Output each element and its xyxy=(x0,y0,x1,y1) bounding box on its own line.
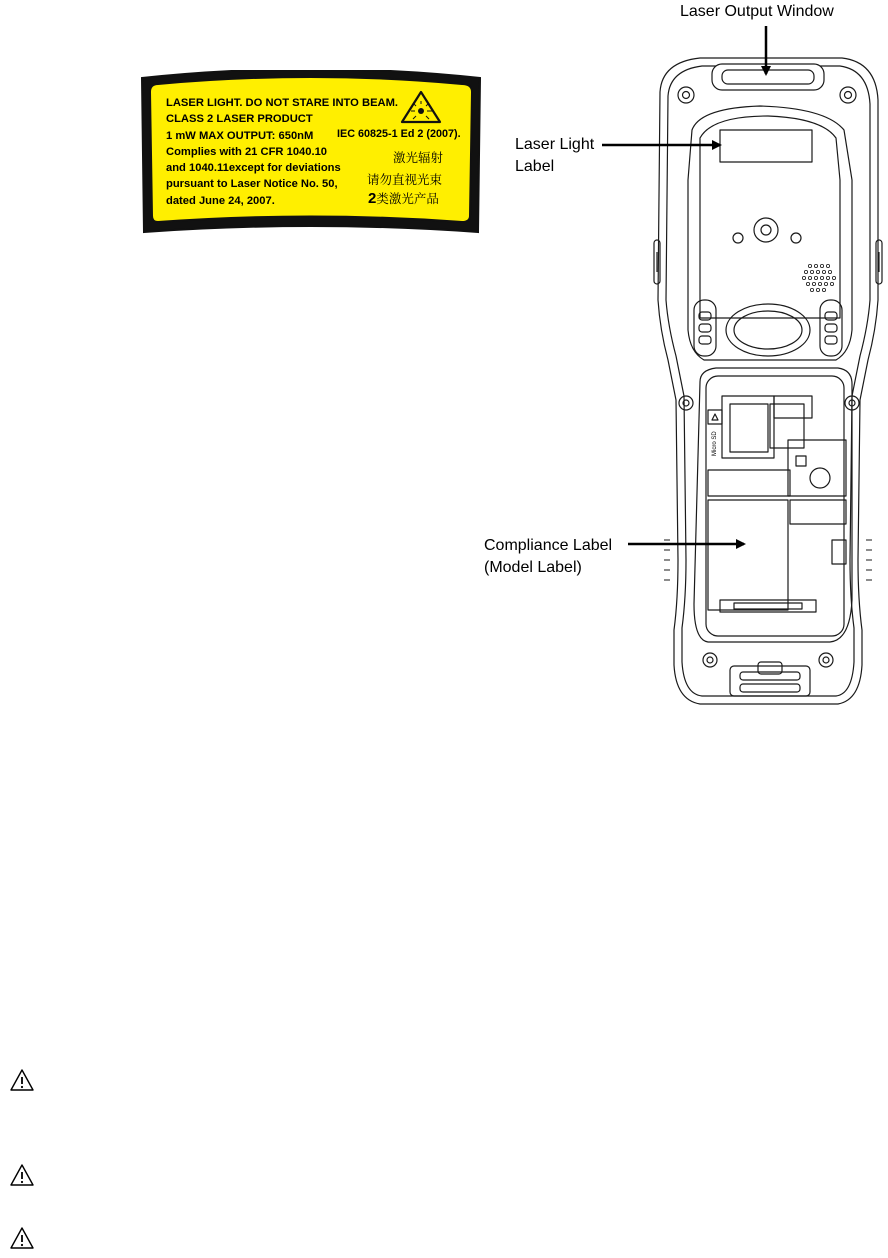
hand-strap-mount xyxy=(726,304,810,356)
label-line-complies: Complies with 21 CFR 1040.10 xyxy=(166,145,328,158)
callout-compliance-label-line1: Compliance Label xyxy=(484,537,613,554)
laser-output-window xyxy=(712,64,824,90)
warning-triangle-icon xyxy=(9,1068,35,1092)
label-cn-line1: 激光辐射 xyxy=(393,150,444,165)
label-line-warning: LASER LIGHT. DO NOT STARE INTO BEAM. xyxy=(166,97,399,109)
label-line-class: CLASS 2 LASER PRODUCT xyxy=(166,113,313,126)
warning-triangle-icon xyxy=(9,1163,35,1187)
label-line-date: dated June 24, 2007. xyxy=(166,194,275,207)
callout-laser-output-window: Laser Output Window xyxy=(680,3,834,20)
camera-assembly xyxy=(733,218,801,243)
label-cn-line2: 请勿直视光束 xyxy=(367,172,443,187)
label-cn-class-text: 类激光产品 xyxy=(376,191,439,206)
card-slots xyxy=(708,396,846,612)
label-cn-class-number: 2 xyxy=(368,190,377,207)
warning-triangle-icon xyxy=(9,1226,35,1250)
label-iec-line: IEC 60825-1 Ed 2 (2007). xyxy=(337,128,461,140)
strap-slots xyxy=(694,300,842,356)
micro-sd-text: Micro SD xyxy=(712,431,718,456)
label-line-deviations: and 1040.11except for deviations xyxy=(166,162,341,175)
battery-compartment xyxy=(694,368,852,642)
callout-laser-light-label-line1: Laser Light xyxy=(515,136,595,153)
label-line-notice: pursuant to Laser Notice No. 50, xyxy=(166,178,338,191)
laser-label-position xyxy=(720,130,812,162)
speaker-grille xyxy=(802,264,835,291)
bottom-connector xyxy=(730,662,810,696)
label-line-output: 1 mW MAX OUTPUT: 650nM xyxy=(166,129,314,142)
callout-laser-light-label-line2: Label xyxy=(515,158,555,175)
callout-compliance-label-line2: (Model Label) xyxy=(484,559,582,576)
